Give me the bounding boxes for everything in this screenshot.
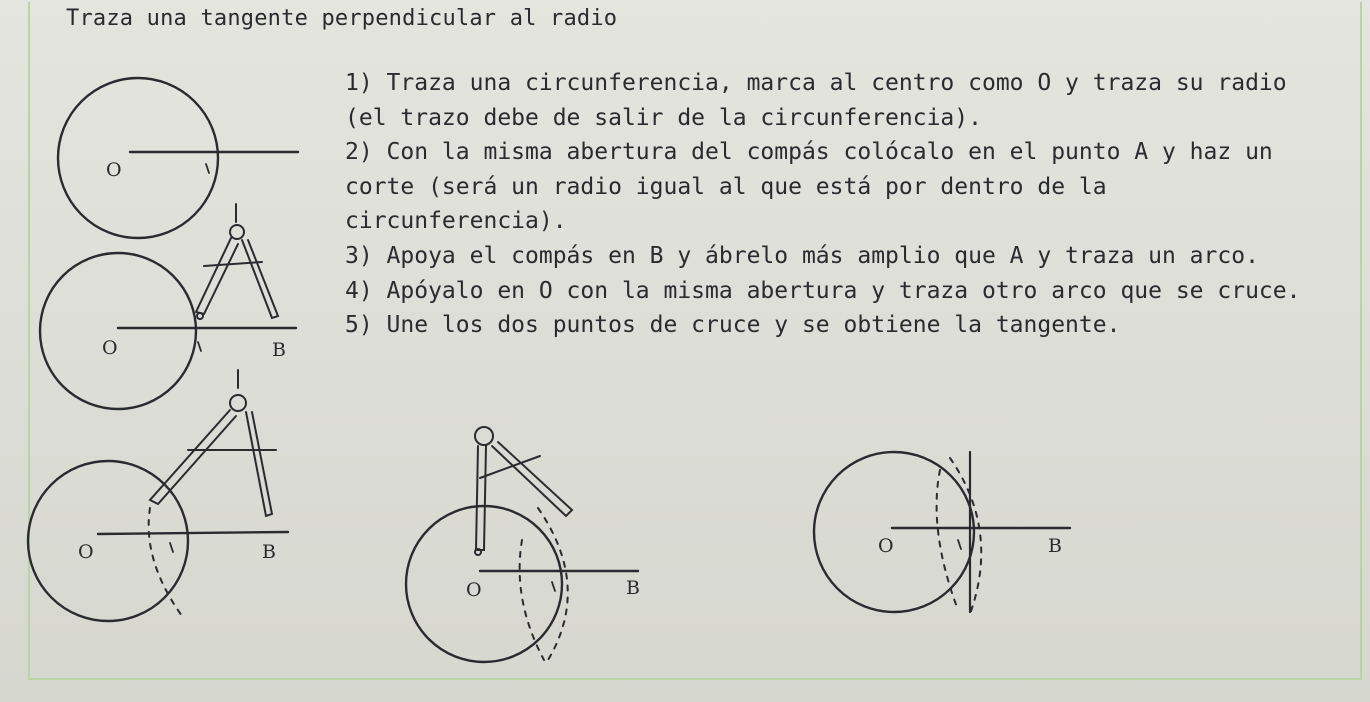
figure-5-mark-a bbox=[958, 540, 961, 549]
figure-step-1 bbox=[58, 78, 298, 238]
step-2: 2) Con la misma abertura del compás colócalo en el punto A y haz un corte (será un radio igual al que está por dentro de la circunferencia). bbox=[345, 139, 1273, 235]
figure-step-5 bbox=[814, 452, 1070, 614]
figure-2-circle bbox=[40, 253, 196, 409]
figure-5-label-b: B bbox=[1048, 535, 1062, 557]
figure-2-mark-a bbox=[198, 342, 201, 351]
figure-1-circle bbox=[58, 78, 218, 238]
figure-4-mark-a bbox=[552, 582, 555, 591]
figure-step-2 bbox=[40, 204, 296, 409]
step-4: 4) Apóyalo en O con la misma abertura y traza otro arco que se cruce. bbox=[345, 277, 1301, 304]
figure-2-label-b: B bbox=[272, 339, 286, 361]
figure-1-mark-a bbox=[206, 164, 209, 173]
step-5: 5) Une los dos puntos de cruce y se obtiene la tangente. bbox=[345, 312, 1121, 339]
step-1: 1) Traza una circunferencia, marca al centro como O y traza su radio (el trazo debe de salir de la circunferencia). bbox=[345, 70, 1287, 131]
figure-3-mark-a bbox=[170, 543, 173, 552]
figure-4-label-b: B bbox=[626, 577, 640, 599]
step-3: 3) Apoya el compás en B y ábrelo más amplio que A y traza un arco. bbox=[345, 242, 1259, 269]
figure-3-arc bbox=[149, 508, 182, 616]
page-title: Traza una tangente perpendicular al radio bbox=[66, 6, 618, 31]
figure-step-3 bbox=[28, 370, 288, 621]
compass-icon bbox=[196, 204, 278, 319]
figure-2-label-o: O bbox=[102, 337, 118, 359]
figure-5-arc-1 bbox=[937, 470, 958, 610]
compass-icon bbox=[475, 427, 572, 555]
figure-1-label-o: O bbox=[106, 159, 122, 181]
figure-4-arc-1 bbox=[520, 540, 544, 660]
figure-3-label-o: O bbox=[78, 541, 94, 563]
figure-4-label-o: O bbox=[466, 579, 482, 601]
figure-3-label-b: B bbox=[262, 541, 276, 563]
figure-3-radius bbox=[98, 532, 288, 534]
figure-5-label-o: O bbox=[878, 535, 894, 557]
compass-icon bbox=[150, 370, 276, 516]
figure-step-4 bbox=[406, 427, 640, 662]
